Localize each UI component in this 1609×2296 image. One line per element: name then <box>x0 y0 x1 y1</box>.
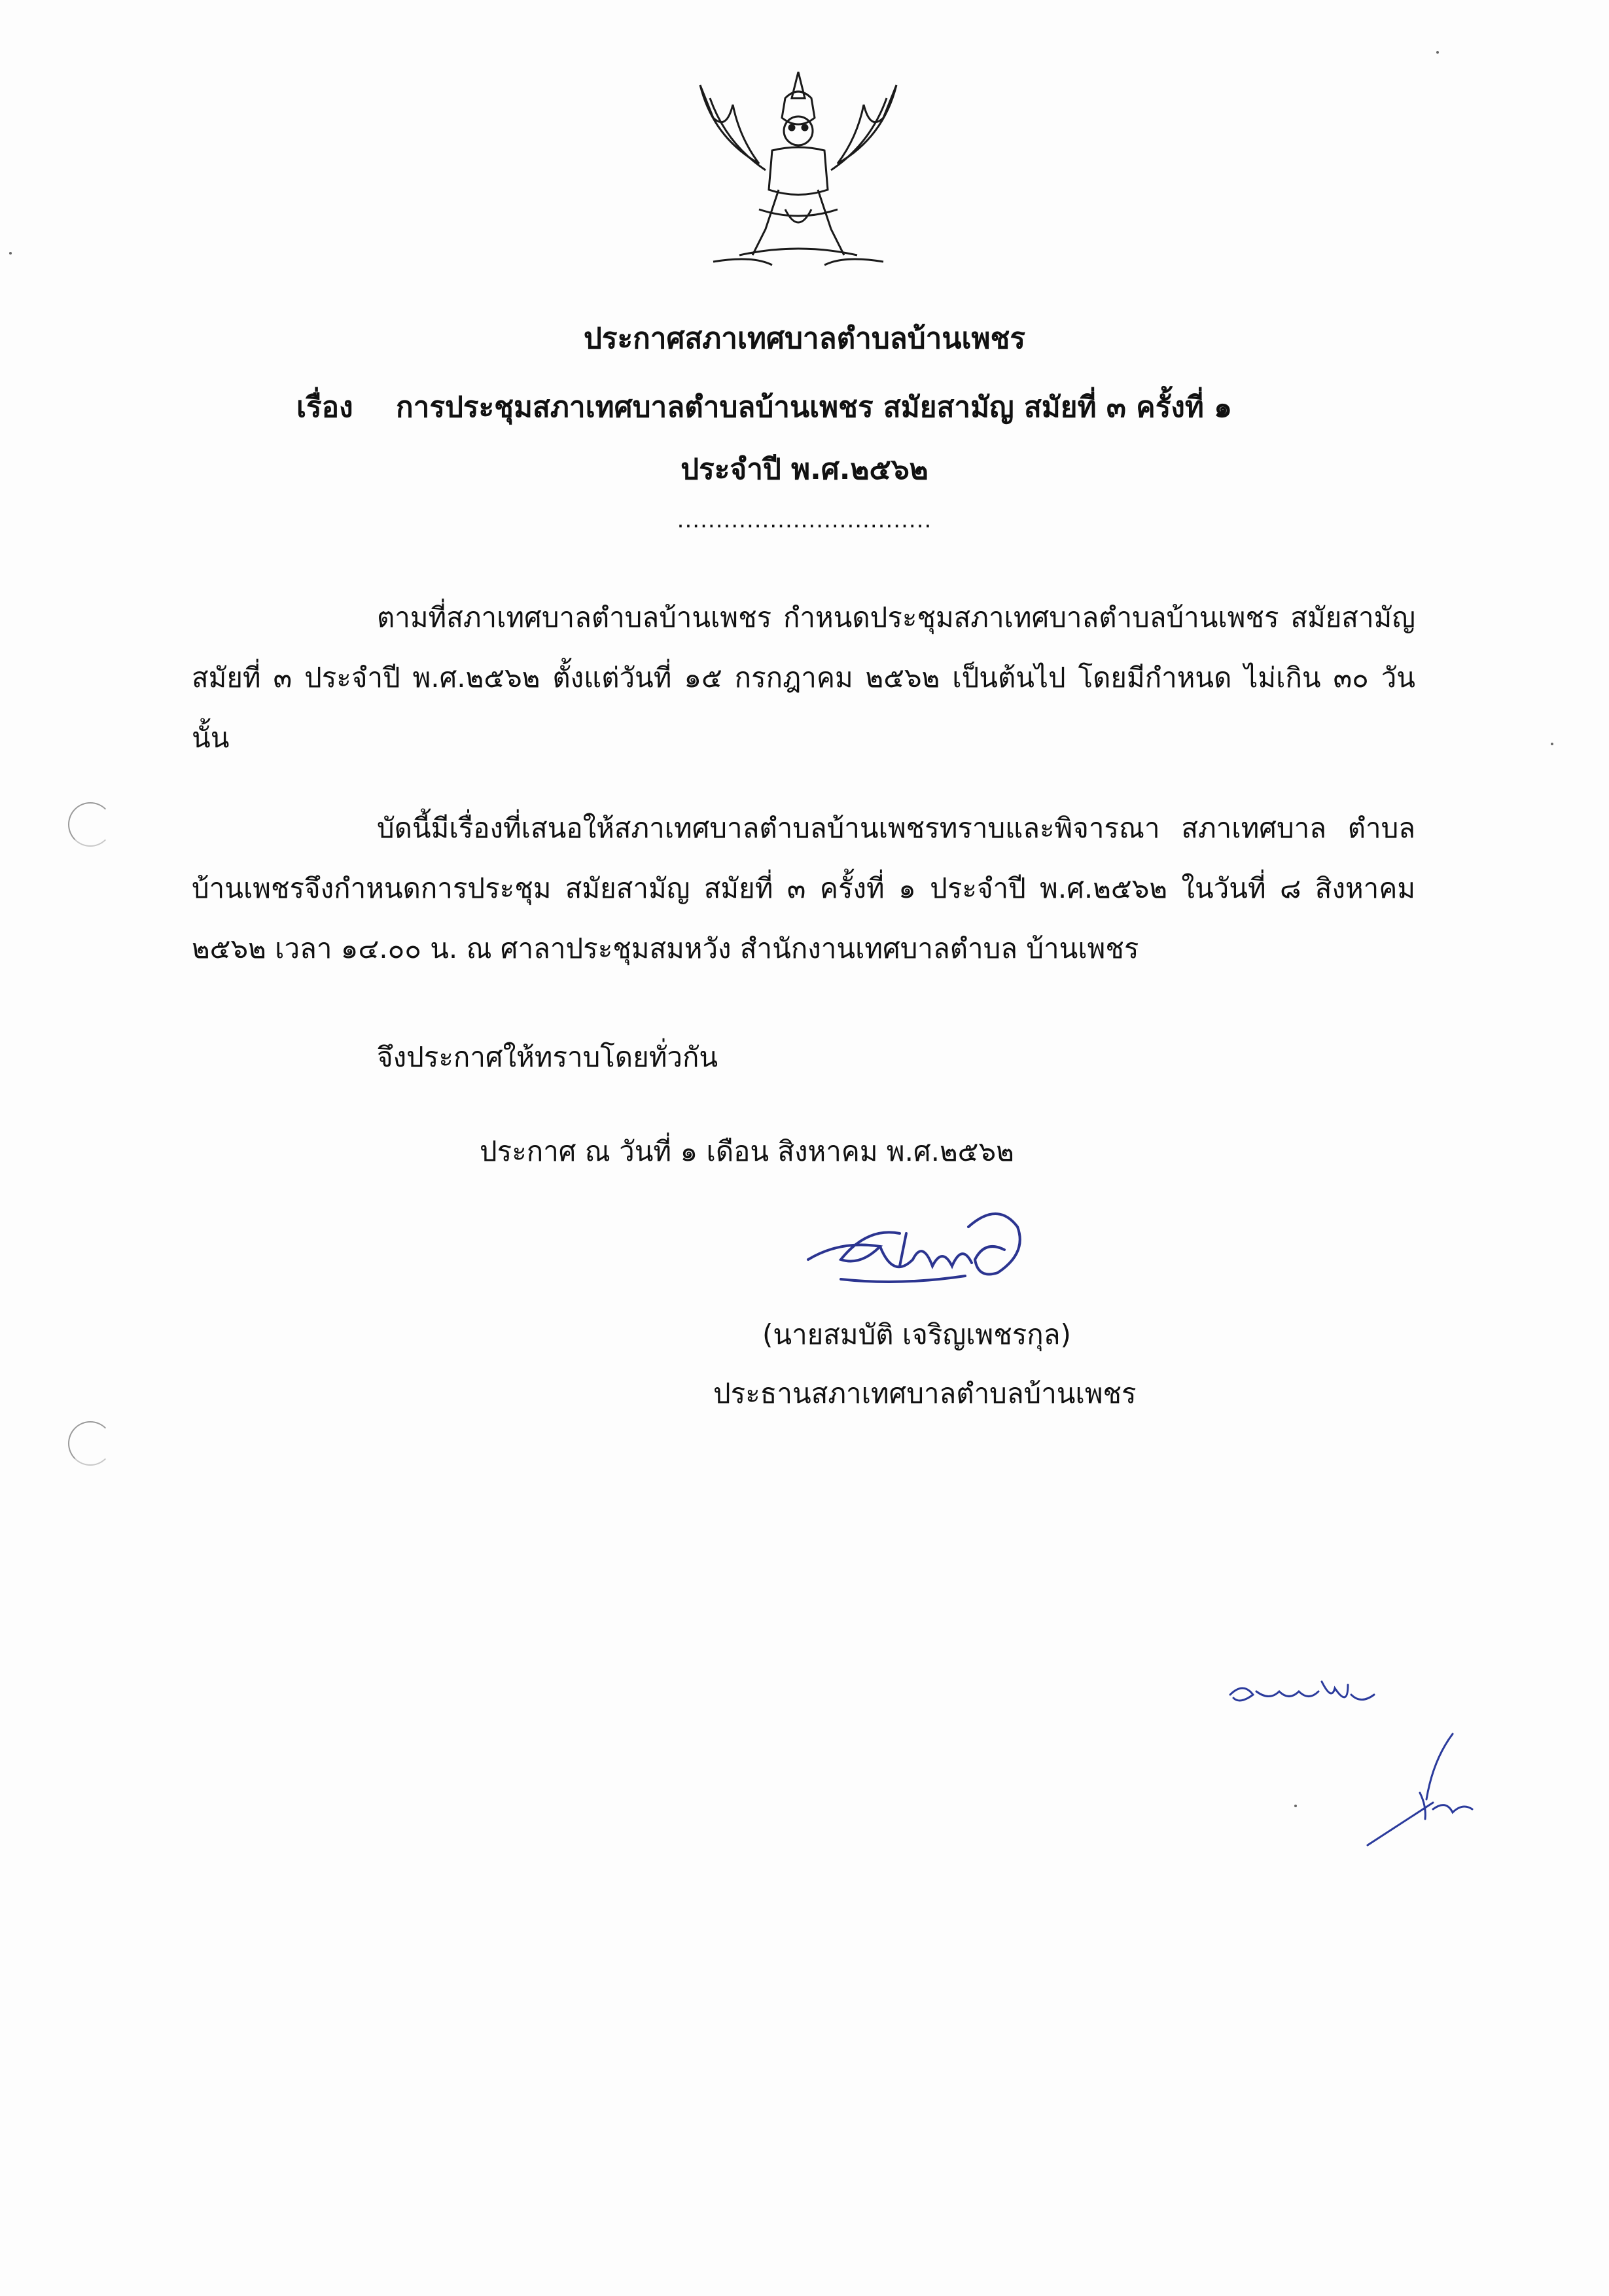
notice-title: ประกาศสภาเทศบาลตำบลบ้านเพชร <box>583 322 1026 355</box>
subject-text: การประชุมสภาเทศบาลตำบลบ้านเพชร สมัยสามัญ สมัยที่ ๓ ครั้งที่ ๑ <box>396 391 1233 424</box>
signer-position: ประธานสภาเทศบาลตำบลบ้านเพชร <box>713 1377 1137 1409</box>
paper-speck <box>1294 1805 1297 1807</box>
paper-speck <box>1436 51 1439 54</box>
body-paragraph-3: จึงประกาศให้ทราบโดยทั่วกัน <box>377 1041 718 1073</box>
paper-speck <box>1551 743 1553 745</box>
announcement-date: ประกาศ ณ วันที่ ๑ เดือน สิงหาคม พ.ศ.๒๕๖๒ <box>480 1135 1014 1167</box>
signer-name: (นายสมบัติ เจริญเพชรกุล) <box>762 1318 1071 1351</box>
punch-hole-icon <box>68 1421 113 1466</box>
paper-speck <box>9 252 12 255</box>
garuda-emblem-icon <box>687 59 910 275</box>
punch-hole-icon <box>68 802 113 847</box>
body-paragraph-1: ตามที่สภาเทศบาลตำบลบ้านเพชร กำหนดประชุมสภาเทศบาลตำบลบ้านเพชร สมัยสามัญ สมัยที่ ๓ ประจำปี พ.ศ.๒๕๖๒ ตั้งแต่วันที่ ๑๕ กรกฎาคม ๒๕๖๒ เป็นต้นไป โดยมีกำหนด ไม่เกิน ๓๐ วัน นั้น <box>192 601 1415 754</box>
body-paragraph-2: บัดนี้มีเรื่องที่เสนอให้สภาเทศบาลตำบลบ้านเพชรทราบและพิจารณา สภาเทศบาล ตำบลบ้านเพชรจึงกำหนดการประชุม สมัยสามัญ สมัยที่ ๓ ครั้งที่ ๑ ประจำปี พ.ศ.๒๕๖๒ ในวันที่ ๘ สิงหาคม ๒๕๖๒ เวลา ๑๔.๐๐ น. ณ ศาลาประชุมสมหวัง สำนักงานเทศบาลตำบล บ้านเพชร <box>192 812 1415 964</box>
year-line: ประจำปี พ.ศ.๒๕๖๒ <box>681 453 928 486</box>
handwritten-margin-note <box>1217 1669 1492 1865</box>
subject-label: เรื่อง <box>296 391 353 424</box>
title-separator: ................................. <box>677 507 932 533</box>
handwritten-signature <box>802 1188 1050 1305</box>
